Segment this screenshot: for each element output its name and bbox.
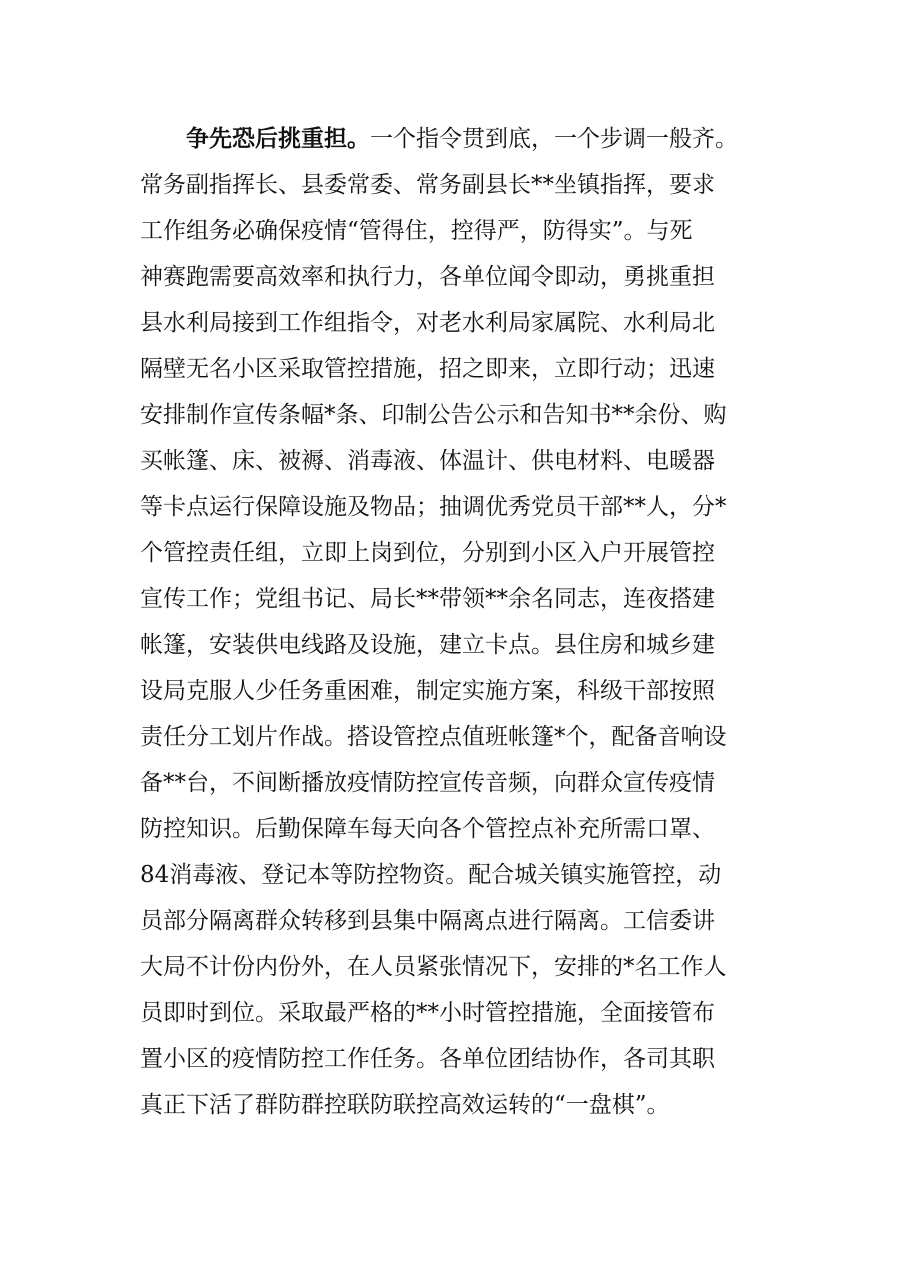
lead-heading: 争先恐后挑重担。 bbox=[186, 125, 370, 152]
paragraph-line: 设局克服人少任务重困难，制定实施方案，科级干部按照 bbox=[140, 678, 715, 704]
paragraph-line: 个管控责任组，立即上岗到位，分别到小区入户开展管控 bbox=[140, 540, 715, 566]
paragraph-line: 隔壁无名小区采取管控措施，招之即来，立即行动；迅速 bbox=[140, 356, 715, 382]
paragraph-line: 买帐篷、床、被褥、消毒液、体温计、供电材料、电暖器 bbox=[140, 448, 715, 474]
paragraph-line bbox=[186, 124, 738, 154]
paragraph-line: 神赛跑需要高效率和执行力，各单位闻令即动，勇挑重担 bbox=[140, 264, 715, 290]
paragraph-line: 常务副指挥长、县委常委、常务副县长**坐镇指挥，要求 bbox=[140, 172, 715, 198]
paragraph-line: 县水利局接到工作组指令，对老水利局家属院、水利局北 bbox=[140, 310, 715, 336]
paragraph-line: 大局不计份内份外，在人员紧张情况下，安排的*名工作人 bbox=[140, 954, 727, 980]
paragraph-line: 工作组务必确保疫情“管得住，控得严，防得实”。与死 bbox=[140, 218, 693, 244]
paragraph-line: 备**台，不间断播放疫情防控宣传音频，向群众宣传疫情 bbox=[140, 770, 715, 796]
paragraph-line: 真正下活了群防群控联防联控高效运转的“一盘棋”。 bbox=[140, 1092, 670, 1118]
paragraph-line: 安排制作宣传条幅*条、印制公告公示和告知书**余份、购 bbox=[140, 402, 727, 428]
paragraph-line: 置小区的疫情防控工作任务。各单位团结协作，各司其职 bbox=[140, 1046, 715, 1072]
paragraph-line: 防控知识。后勤保障车每天向各个管控点补充所需口罩、 bbox=[140, 816, 715, 842]
paragraph-line: 帐篷，安装供电线路及设施，建立卡点。县住房和城乡建 bbox=[140, 632, 715, 658]
paragraph-line: 员即时到位。采取最严格的**小时管控措施，全面接管布 bbox=[140, 1000, 715, 1026]
paragraph-line: 84消毒液、登记本等防控物资。配合城关镇实施管控，动 bbox=[140, 862, 722, 888]
paragraph-line: 员部分隔离群众转移到县集中隔离点进行隔离。工信委讲 bbox=[140, 908, 715, 934]
paragraph-line: 责任分工划片作战。搭设管控点值班帐篷*个，配备音响设 bbox=[140, 724, 727, 750]
paragraph-line: 宣传工作；党组书记、局长**带领**余名同志，连夜搭建 bbox=[140, 586, 715, 612]
line-text: 一个指令贯到底，一个步调一般齐。 bbox=[370, 126, 738, 152]
paragraph-line: 等卡点运行保障设施及物品；抽调优秀党员干部**人，分* bbox=[140, 494, 727, 520]
